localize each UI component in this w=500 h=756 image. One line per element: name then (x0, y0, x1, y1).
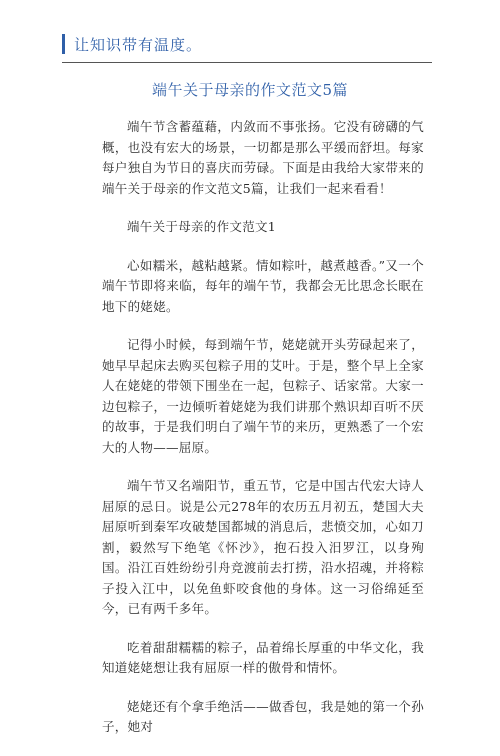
body-paragraph: 吃着甜甜糯糯的粽子，品着绵长厚重的中华文化，我知道姥姥想让我有屈原一样的傲骨和情怀。 (102, 639, 424, 675)
body-paragraph: 姥姥还有个拿手绝活——做香包，我是她的第一个孙子，她对 (102, 698, 424, 734)
article-title: 端午关于母亲的作文范文5篇 (151, 81, 349, 99)
header-slogan: 让知识带有温度。 (74, 35, 203, 54)
intro-paragraph: 端午节含蓄蕴藉，内敛而不事张扬。它没有磅礴的气概，也没有宏大的场景，一切都是那么平缓而舒坦。每家每户独自为节日的喜庆而劳碌。下面是由我给大家带来的端午关于母亲的作文范文5篇，让我们一起来看看！ (102, 119, 424, 196)
page-header (62, 30, 202, 58)
body-paragraph: 记得小时候，每到端午节，姥姥就开头劳碌起来了，她早早起床去购买包粽子用的艾叶。于是，整个早上全家人在姥姥的带领下围坐在一起，包粽子、话家常。大家一边包粽子，一边倾听着姥姥为我们讲那个熟识却百听不厌的故事，于是我们明白了端午节的来历，更熟悉了一个宏大的人物——屈原。 (102, 337, 424, 455)
body-paragraph: 心如糯米，越粘越紧。情如粽叶，越煮越香。”又一个端午节即将来临，每年的端午节，我都会无比思念长眠在地下的姥姥。 (102, 257, 424, 314)
header-divider (62, 62, 432, 63)
article-body (102, 117, 424, 756)
header-accent-bar (62, 34, 65, 54)
section-subtitle: 端午关于母亲的作文范文1 (127, 219, 277, 234)
body-paragraph: 端午节又名端阳节，重五节，它是中国古代宏大诗人屈原的忌日。说是公元278年的农历五月初五，楚国大夫屈原听到秦军攻破楚国都城的消息后，悲愤交加，心如刀割，毅然写下绝笔《怀沙》，抱石投入汨罗江，以身殉国。沿江百姓纷纷引舟竞渡前去打捞，沿水招魂，并将粽子投入江中，以免鱼虾咬食他的身体。这一习俗绵延至今，已有两千多年。 (102, 478, 424, 616)
